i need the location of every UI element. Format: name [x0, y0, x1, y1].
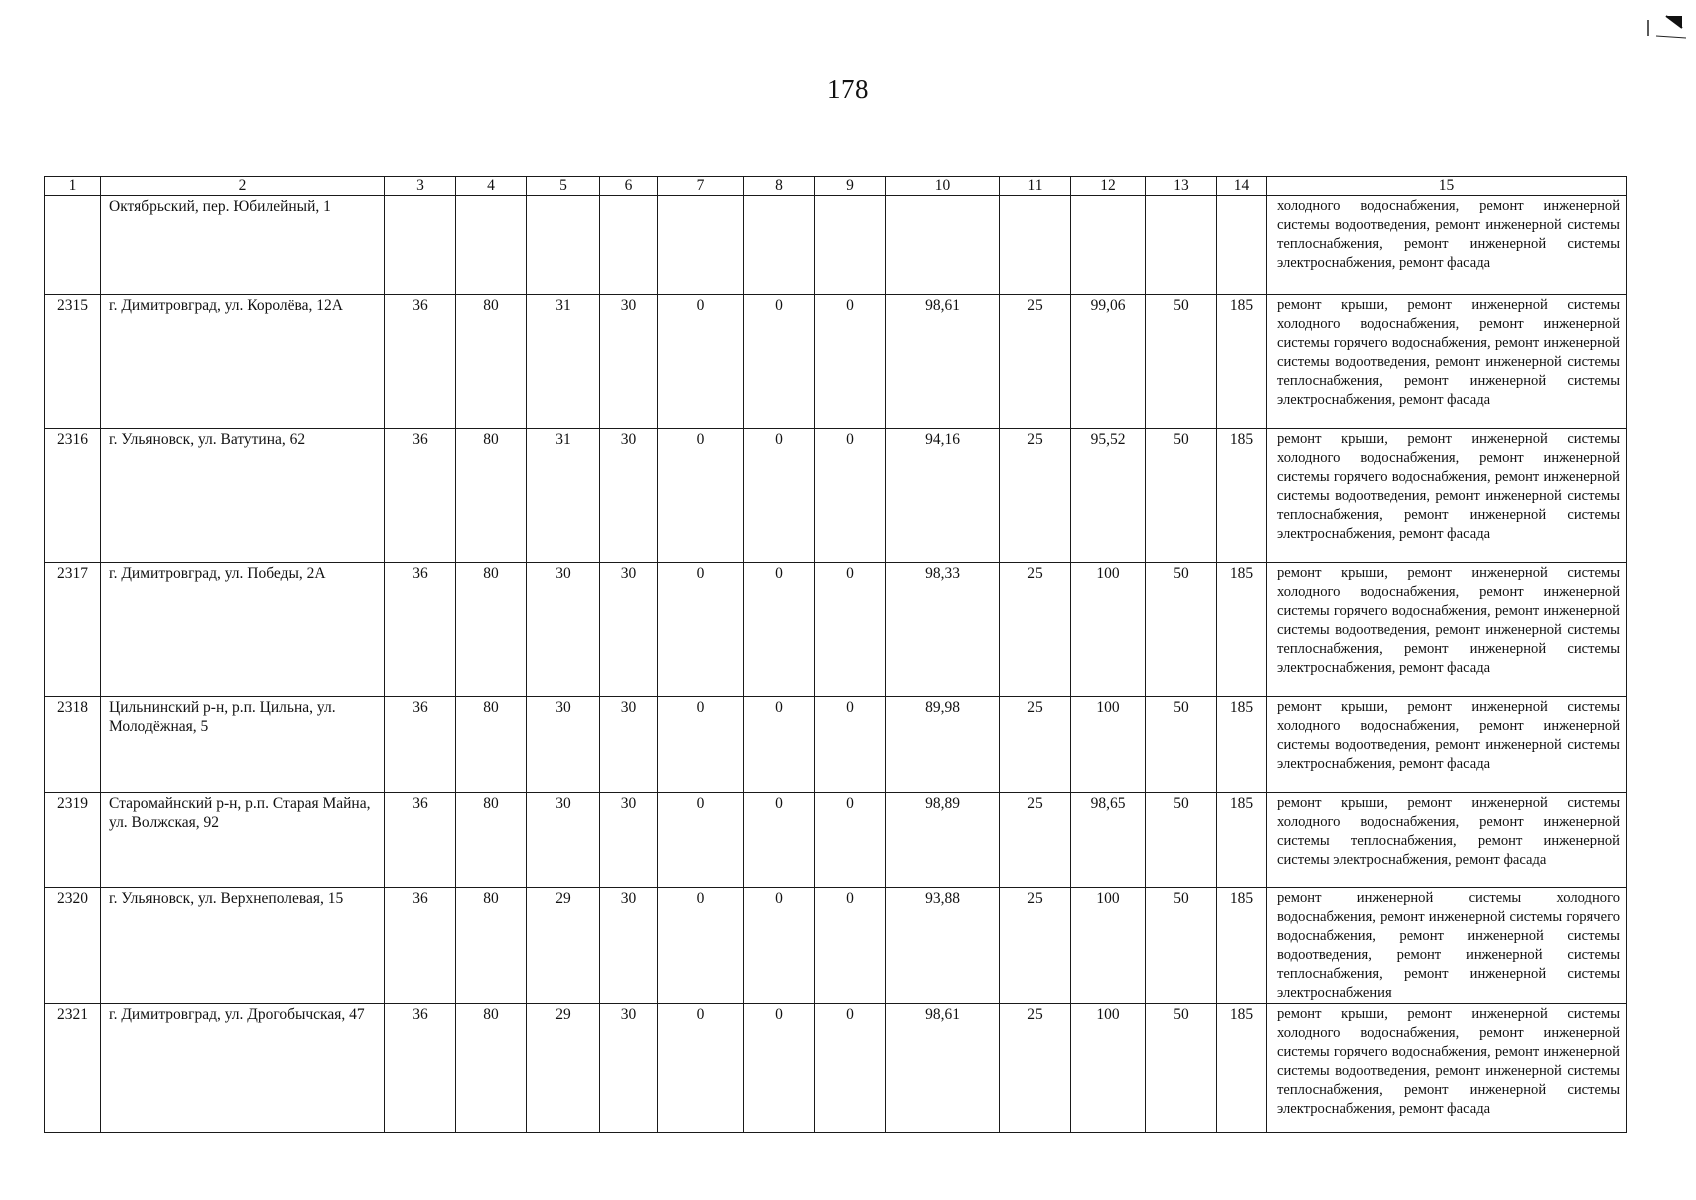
value-cell-c14: 185	[1217, 295, 1267, 429]
address-cell: Цильнинский р-н, р.п. Цильна, ул. Молодёжная, 5	[101, 697, 385, 793]
header-cell: 6	[600, 177, 658, 196]
works-cell: ремонт крыши, ремонт инженерной системы холодного водоснабжения, ремонт инженерной системы горячего водоснабжения, ремонт инженерной системы водоотведения, ремонт инженерной системы теплоснабжения, ремонт инженерной системы электроснабжения, ремонт фасада	[1267, 429, 1627, 563]
value-cell-c10: 98,61	[886, 1004, 1000, 1133]
value-cell-c9: 0	[815, 793, 886, 888]
value-cell-c6: 30	[600, 888, 658, 1004]
value-cell-c7: 0	[658, 429, 744, 563]
value-cell-c8: 0	[744, 295, 815, 429]
header-cell: 13	[1146, 177, 1217, 196]
address-cell: г. Димитровград, ул. Дрогобычская, 47	[101, 1004, 385, 1133]
table-row	[45, 697, 1627, 793]
value-cell-c12: 100	[1071, 563, 1146, 697]
header-cell: 9	[815, 177, 886, 196]
value-cell-c9	[815, 196, 886, 295]
value-cell-c3: 36	[385, 793, 456, 888]
header-cell: 15	[1267, 177, 1627, 196]
works-cell: ремонт крыши, ремонт инженерной системы холодного водоснабжения, ремонт инженерной системы горячего водоснабжения, ремонт инженерной системы водоотведения, ремонт инженерной системы теплоснабжения, ремонт инженерной системы электроснабжения, ремонт фасада	[1267, 295, 1627, 429]
value-cell-c4: 80	[456, 697, 527, 793]
address-cell: г. Димитровград, ул. Королёва, 12А	[101, 295, 385, 429]
value-cell-c14: 185	[1217, 888, 1267, 1004]
value-cell-c10: 98,61	[886, 295, 1000, 429]
value-cell-c12: 99,06	[1071, 295, 1146, 429]
value-cell-c11: 25	[1000, 793, 1071, 888]
value-cell-c12: 98,65	[1071, 793, 1146, 888]
value-cell-c11: 25	[1000, 429, 1071, 563]
value-cell-c12: 95,52	[1071, 429, 1146, 563]
value-cell-c14: 185	[1217, 429, 1267, 563]
value-cell-c14	[1217, 196, 1267, 295]
row-number-cell: 2319	[45, 793, 101, 888]
value-cell-c12: 100	[1071, 1004, 1146, 1133]
value-cell-c5: 29	[527, 888, 600, 1004]
value-cell-c5	[527, 196, 600, 295]
value-cell-c3: 36	[385, 1004, 456, 1133]
row-number-cell: 2316	[45, 429, 101, 563]
value-cell-c14: 185	[1217, 563, 1267, 697]
address-cell: г. Ульяновск, ул. Верхнеполевая, 15	[101, 888, 385, 1004]
value-cell-c8: 0	[744, 793, 815, 888]
table-row	[45, 563, 1627, 697]
page-number: 178	[827, 74, 869, 104]
value-cell-c9: 0	[815, 563, 886, 697]
value-cell-c4: 80	[456, 429, 527, 563]
value-cell-c12: 100	[1071, 888, 1146, 1004]
value-cell-c12	[1071, 196, 1146, 295]
registry-table	[44, 176, 1627, 1133]
header-cell: 11	[1000, 177, 1071, 196]
value-cell-c3: 36	[385, 888, 456, 1004]
table-row	[45, 793, 1627, 888]
value-cell-c13: 50	[1146, 888, 1217, 1004]
header-cell: 8	[744, 177, 815, 196]
corner-mark-icon	[1644, 14, 1686, 42]
header-cell: 4	[456, 177, 527, 196]
value-cell-c5: 30	[527, 793, 600, 888]
value-cell-c10: 94,16	[886, 429, 1000, 563]
header-cell: 10	[886, 177, 1000, 196]
value-cell-c13: 50	[1146, 295, 1217, 429]
header-cell: 1	[45, 177, 101, 196]
value-cell-c13: 50	[1146, 429, 1217, 563]
header-cell: 5	[527, 177, 600, 196]
header-cell: 3	[385, 177, 456, 196]
value-cell-c4: 80	[456, 1004, 527, 1133]
value-cell-c8	[744, 196, 815, 295]
value-cell-c10: 98,89	[886, 793, 1000, 888]
value-cell-c4: 80	[456, 888, 527, 1004]
value-cell-c11: 25	[1000, 563, 1071, 697]
value-cell-c4	[456, 196, 527, 295]
value-cell-c5: 29	[527, 1004, 600, 1133]
value-cell-c10	[886, 196, 1000, 295]
header-cell: 12	[1071, 177, 1146, 196]
value-cell-c6	[600, 196, 658, 295]
value-cell-c13	[1146, 196, 1217, 295]
row-number-cell: 2317	[45, 563, 101, 697]
table-row	[45, 295, 1627, 429]
value-cell-c10: 93,88	[886, 888, 1000, 1004]
works-cell: ремонт крыши, ремонт инженерной системы холодного водоснабжения, ремонт инженерной системы водоотведения, ремонт инженерной системы электроснабжения, ремонт фасада	[1267, 697, 1627, 793]
value-cell-c7: 0	[658, 793, 744, 888]
row-number-cell: 2320	[45, 888, 101, 1004]
value-cell-c4: 80	[456, 563, 527, 697]
value-cell-c11: 25	[1000, 697, 1071, 793]
value-cell-c10: 98,33	[886, 563, 1000, 697]
value-cell-c6: 30	[600, 1004, 658, 1133]
value-cell-c3: 36	[385, 295, 456, 429]
value-cell-c13: 50	[1146, 563, 1217, 697]
value-cell-c11: 25	[1000, 888, 1071, 1004]
row-number-cell	[45, 196, 101, 295]
value-cell-c4: 80	[456, 295, 527, 429]
value-cell-c9: 0	[815, 429, 886, 563]
address-cell: г. Димитровград, ул. Победы, 2А	[101, 563, 385, 697]
value-cell-c11: 25	[1000, 295, 1071, 429]
table-row	[45, 196, 1627, 295]
value-cell-c8: 0	[744, 888, 815, 1004]
value-cell-c6: 30	[600, 563, 658, 697]
row-number-cell: 2318	[45, 697, 101, 793]
address-cell: Старомайнский р-н, р.п. Старая Майна, ул. Волжская, 92	[101, 793, 385, 888]
value-cell-c3: 36	[385, 429, 456, 563]
value-cell-c12: 100	[1071, 697, 1146, 793]
value-cell-c7: 0	[658, 697, 744, 793]
row-number-cell: 2321	[45, 1004, 101, 1133]
value-cell-c6: 30	[600, 793, 658, 888]
works-cell: ремонт крыши, ремонт инженерной системы холодного водоснабжения, ремонт инженерной системы горячего водоснабжения, ремонт инженерной системы водоотведения, ремонт инженерной системы теплоснабжения, ремонт инженерной системы электроснабжения, ремонт фасада	[1267, 1004, 1627, 1133]
value-cell-c11: 25	[1000, 1004, 1071, 1133]
works-cell: ремонт инженерной системы холодного водоснабжения, ремонт инженерной системы горячего водоснабжения, ремонт инженерной системы водоотведения, ремонт инженерной системы теплоснабжения, ремонт инженерной системы электроснабжения	[1267, 888, 1627, 1004]
value-cell-c6: 30	[600, 295, 658, 429]
value-cell-c14: 185	[1217, 697, 1267, 793]
value-cell-c5: 30	[527, 563, 600, 697]
value-cell-c8: 0	[744, 1004, 815, 1133]
value-cell-c7	[658, 196, 744, 295]
address-cell: г. Ульяновск, ул. Ватутина, 62	[101, 429, 385, 563]
table-row	[45, 888, 1627, 1004]
value-cell-c6: 30	[600, 429, 658, 563]
value-cell-c9: 0	[815, 697, 886, 793]
value-cell-c7: 0	[658, 563, 744, 697]
value-cell-c14: 185	[1217, 793, 1267, 888]
value-cell-c8: 0	[744, 697, 815, 793]
value-cell-c5: 30	[527, 697, 600, 793]
value-cell-c7: 0	[658, 295, 744, 429]
value-cell-c9: 0	[815, 1004, 886, 1133]
value-cell-c14: 185	[1217, 1004, 1267, 1133]
value-cell-c3: 36	[385, 697, 456, 793]
value-cell-c6: 30	[600, 697, 658, 793]
table-row	[45, 429, 1627, 563]
value-cell-c10: 89,98	[886, 697, 1000, 793]
address-cell: Октябрьский, пер. Юбилейный, 1	[101, 196, 385, 295]
value-cell-c5: 31	[527, 429, 600, 563]
value-cell-c8: 0	[744, 563, 815, 697]
value-cell-c9: 0	[815, 295, 886, 429]
value-cell-c4: 80	[456, 793, 527, 888]
value-cell-c11	[1000, 196, 1071, 295]
table-header-row	[45, 177, 1627, 196]
value-cell-c9: 0	[815, 888, 886, 1004]
header-cell: 14	[1217, 177, 1267, 196]
value-cell-c8: 0	[744, 429, 815, 563]
value-cell-c13: 50	[1146, 697, 1217, 793]
value-cell-c7: 0	[658, 1004, 744, 1133]
works-cell: холодного водоснабжения, ремонт инженерной системы водоотведения, ремонт инженерной системы теплоснабжения, ремонт инженерной системы электроснабжения, ремонт фасада	[1267, 196, 1627, 295]
value-cell-c3: 36	[385, 563, 456, 697]
table-row	[45, 1004, 1627, 1133]
value-cell-c3	[385, 196, 456, 295]
works-cell: ремонт крыши, ремонт инженерной системы холодного водоснабжения, ремонт инженерной системы теплоснабжения, ремонт инженерной системы электроснабжения, ремонт фасада	[1267, 793, 1627, 888]
value-cell-c7: 0	[658, 888, 744, 1004]
value-cell-c13: 50	[1146, 793, 1217, 888]
header-cell: 2	[101, 177, 385, 196]
header-cell: 7	[658, 177, 744, 196]
value-cell-c13: 50	[1146, 1004, 1217, 1133]
value-cell-c5: 31	[527, 295, 600, 429]
works-cell: ремонт крыши, ремонт инженерной системы холодного водоснабжения, ремонт инженерной системы горячего водоснабжения, ремонт инженерной системы водоотведения, ремонт инженерной системы теплоснабжения, ремонт инженерной системы электроснабжения, ремонт фасада	[1267, 563, 1627, 697]
row-number-cell: 2315	[45, 295, 101, 429]
